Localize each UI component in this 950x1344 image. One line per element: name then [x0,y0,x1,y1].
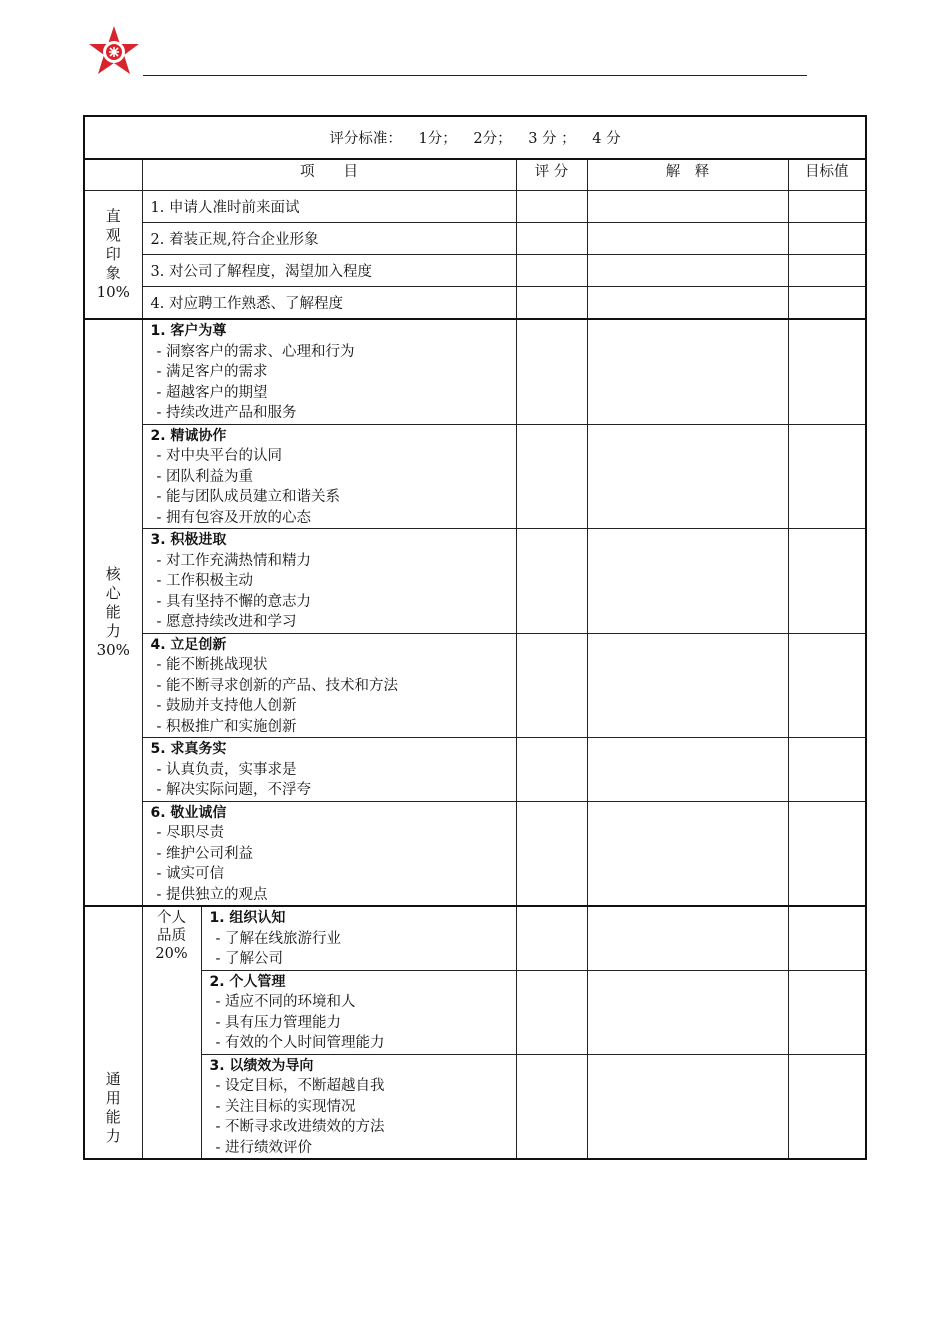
table-row [84,1054,866,1159]
general-group-1: 1. 组织认知 - 了解在线旅游行业 - 了解公司 [201,906,516,970]
header-explain: 解 释 [587,159,788,191]
header-blank [84,159,142,191]
score-cell[interactable] [516,287,587,320]
score-cell[interactable] [516,191,587,223]
item-text: 3. 对公司了解程度，渴望加入程度 [142,255,516,287]
standard-2: 2分； [473,131,512,147]
target-cell[interactable] [788,223,866,255]
explain-cell[interactable] [587,633,788,738]
core-group-4: 4. 立足创新 - 能不断挑战现状 - 能不断寻求创新的产品、技术和方法 - 鼓励并支持他人创新 - 积极推广和实施创新 [142,633,516,738]
explain-cell[interactable] [587,529,788,634]
explain-cell[interactable] [587,319,788,424]
table-row [84,633,866,738]
sub-category-personal: 个人 品质 20% [142,906,201,1159]
standard-4: 4 分 [592,131,621,147]
target-cell[interactable] [788,738,866,802]
item-text: 2. 着装正规,符合企业形象 [142,223,516,255]
standard-1: 1分； [418,131,457,147]
header-item: 项 目 [142,159,516,191]
score-cell[interactable] [516,424,587,529]
table-row [84,906,866,970]
target-cell[interactable] [788,970,866,1054]
target-cell[interactable] [788,424,866,529]
core-group-3: 3. 积极进取 - 对工作充满热情和精力 - 工作积极主动 - 具有坚持不懈的意志力 - 愿意持续改进和学习 [142,529,516,634]
category-general: 通 用 能 力 [84,906,142,1159]
explain-cell[interactable] [587,970,788,1054]
target-cell[interactable] [788,255,866,287]
standard-label: 评分标准： [329,131,402,147]
score-cell[interactable] [516,970,587,1054]
table-row [84,287,866,320]
table-row [84,738,866,802]
target-cell[interactable] [788,319,866,424]
score-cell[interactable] [516,529,587,634]
core-group-2: 2. 精诚协作 - 对中央平台的认同 - 团队利益为重 - 能与团队成员建立和谐关系 - 拥有包容及开放的心态 [142,424,516,529]
score-cell[interactable] [516,319,587,424]
table-row [84,191,866,223]
explain-cell[interactable] [587,801,788,906]
general-group-2: 2. 个人管理 - 适应不同的环境和人 - 具有压力管理能力 - 有效的个人时间管理能力 [201,970,516,1054]
item-text: 1. 申请人准时前来面试 [142,191,516,223]
target-cell[interactable] [788,801,866,906]
core-group-6: 6. 敬业诚信 - 尽职尽责 - 维护公司利益 - 诚实可信 - 提供独立的观点 [142,801,516,906]
header-target: 目标值 [788,159,866,191]
explain-cell[interactable] [587,738,788,802]
score-cell[interactable] [516,738,587,802]
target-cell[interactable] [788,191,866,223]
score-cell[interactable] [516,255,587,287]
header-row [84,159,866,191]
explain-cell[interactable] [587,191,788,223]
score-cell[interactable] [516,223,587,255]
core-group-5: 5. 求真务实 - 认真负责，实事求是 - 解决实际问题，不浮夸 [142,738,516,802]
header-rule [143,75,807,76]
standard-3: 3 分 ； [528,131,576,147]
red-star-emblem-icon [86,24,142,80]
explain-cell[interactable] [587,223,788,255]
score-cell[interactable] [516,801,587,906]
explain-cell[interactable] [587,255,788,287]
table-row [84,801,866,906]
item-text: 4. 对应聘工作熟悉、了解程度 [142,287,516,320]
table-row [84,223,866,255]
target-cell[interactable] [788,906,866,970]
category-impression: 直 观 印 象 10% [84,191,142,320]
target-cell[interactable] [788,633,866,738]
score-cell[interactable] [516,906,587,970]
target-cell[interactable] [788,529,866,634]
evaluation-table [83,115,867,1160]
table-row [84,255,866,287]
target-cell[interactable] [788,287,866,320]
header-score: 评 分 [516,159,587,191]
table-row [84,970,866,1054]
table-row [84,319,866,424]
general-group-3: 3. 以绩效为导向 - 设定目标，不断超越自我 - 关注目标的实现情况 - 不断寻求改进绩效的方法 - 进行绩效评价 [201,1054,516,1159]
explain-cell[interactable] [587,1054,788,1159]
category-core: 核 心 能 力 30% [84,319,142,906]
table-row [84,424,866,529]
core-group-1: 1. 客户为尊 - 洞察客户的需求、心理和行为 - 满足客户的需求 - 超越客户的期望 - 持续改进产品和服务 [142,319,516,424]
explain-cell[interactable] [587,906,788,970]
score-cell[interactable] [516,1054,587,1159]
target-cell[interactable] [788,1054,866,1159]
table-row [84,529,866,634]
explain-cell[interactable] [587,287,788,320]
explain-cell[interactable] [587,424,788,529]
score-cell[interactable] [516,633,587,738]
scoring-standard [84,116,866,159]
